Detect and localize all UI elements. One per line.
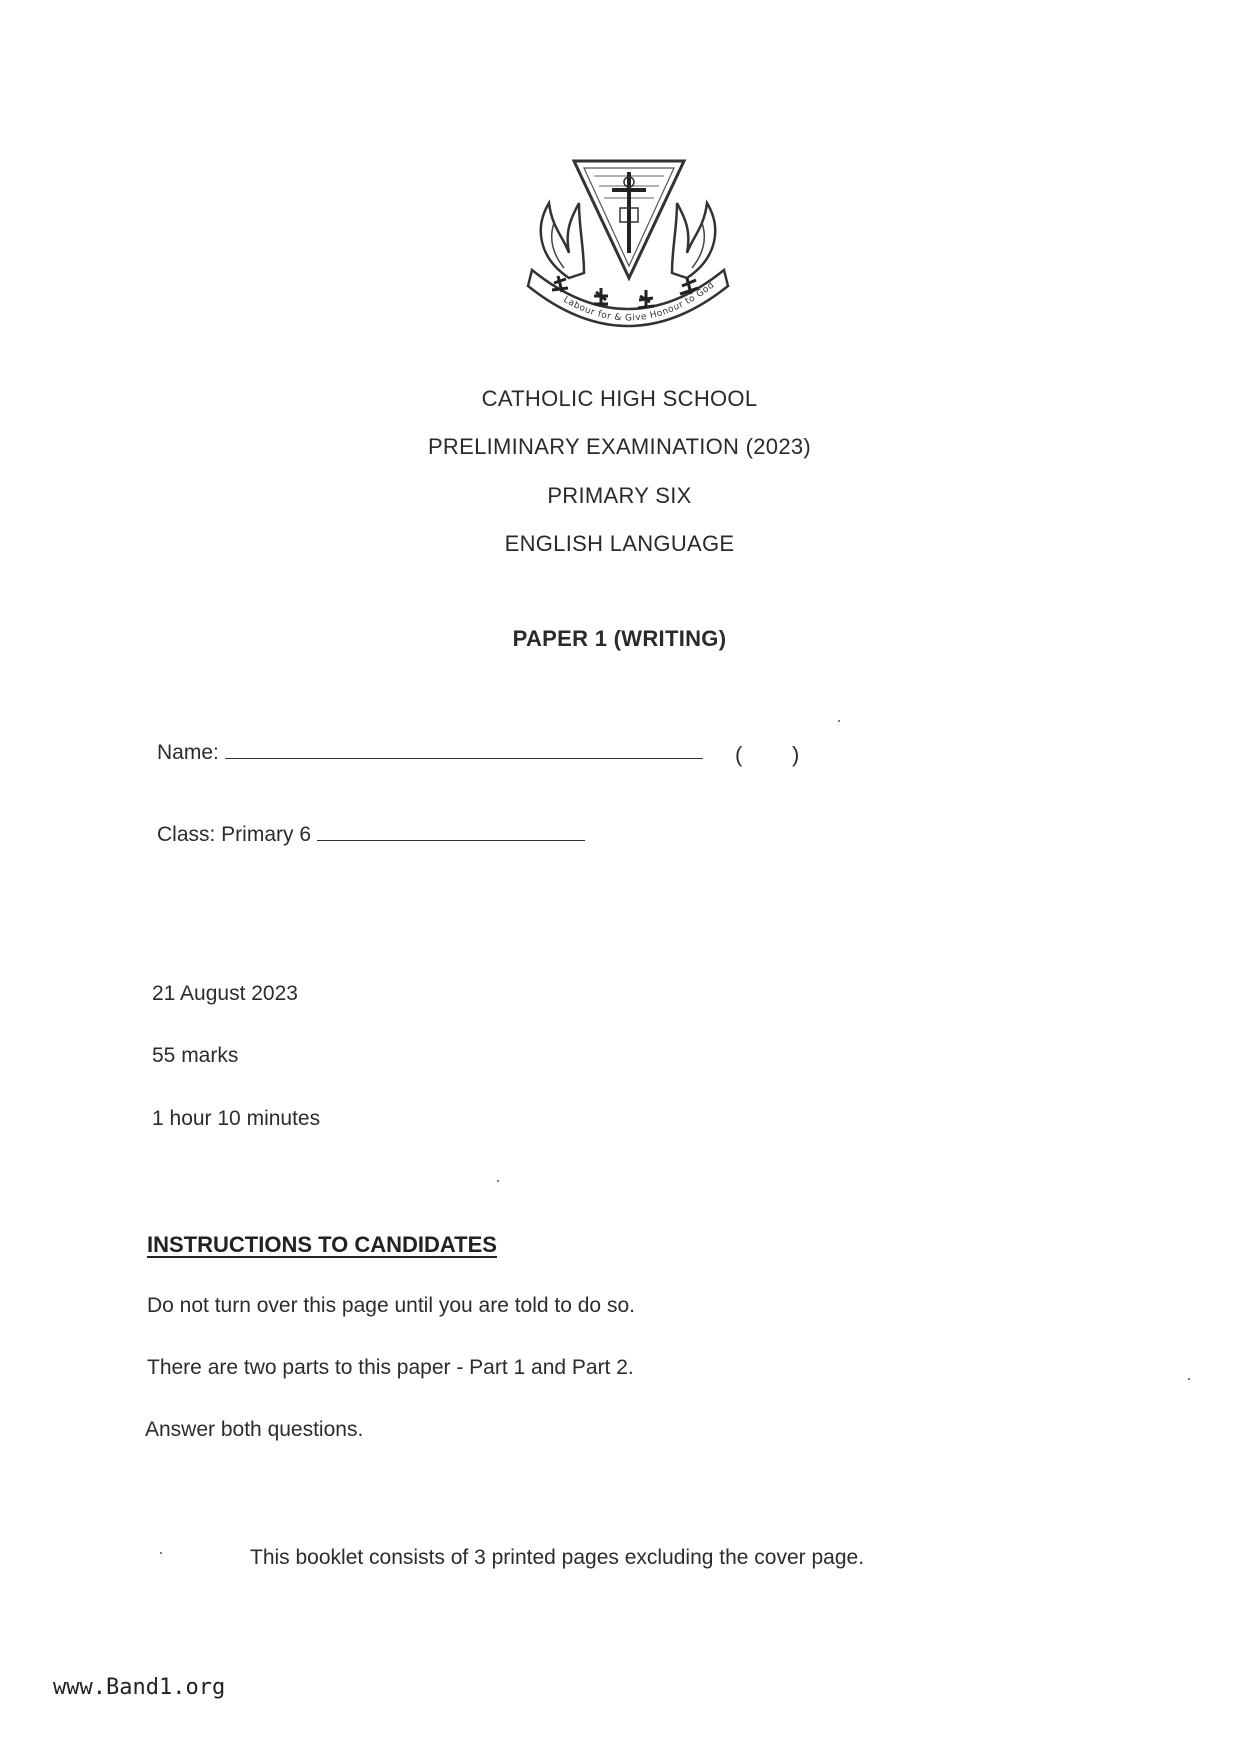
- instruction-line: Answer both questions.: [145, 1418, 364, 1441]
- scan-speck: [1188, 1378, 1190, 1380]
- subject-title: ENGLISH LANGUAGE: [504, 531, 735, 556]
- register-number-open-paren: (: [735, 742, 743, 767]
- school-crest-icon: [524, 158, 732, 348]
- instruction-line: Do not turn over this page until you are told to do so.: [147, 1294, 635, 1317]
- exam-duration: 1 hour 10 minutes: [152, 1107, 321, 1130]
- class-field[interactable]: [157, 822, 585, 847]
- crest-motto: Labour for & Give Honour to God: [561, 280, 717, 324]
- school-name: CATHOLIC HIGH SCHOOL: [481, 386, 758, 411]
- instruction-line: There are two parts to this paper - Part 1 and Part 2.: [147, 1356, 634, 1379]
- exam-title: PRELIMINARY EXAMINATION (2023): [427, 434, 812, 459]
- instructions-heading: INSTRUCTIONS TO CANDIDATES: [147, 1232, 497, 1257]
- level-title: PRIMARY SIX: [547, 483, 692, 508]
- paper-title: PAPER 1 (WRITING): [512, 626, 727, 651]
- name-label: Name:: [157, 741, 219, 764]
- exam-date: 21 August 2023: [152, 982, 298, 1005]
- name-blank-line[interactable]: [225, 740, 703, 759]
- scan-speck: [497, 1180, 499, 1182]
- booklet-note: This booklet consists of 3 printed pages excluding the cover page.: [250, 1546, 865, 1569]
- total-marks: 55 marks: [152, 1044, 239, 1067]
- scan-speck: [838, 720, 840, 722]
- class-blank-line[interactable]: [317, 822, 585, 841]
- scan-speck: [160, 1552, 162, 1554]
- class-label: Class: Primary 6: [157, 823, 312, 846]
- register-number-close-paren: ): [792, 742, 800, 767]
- name-field[interactable]: [157, 740, 703, 765]
- watermark-url[interactable]: www.Band1.org: [53, 1675, 226, 1700]
